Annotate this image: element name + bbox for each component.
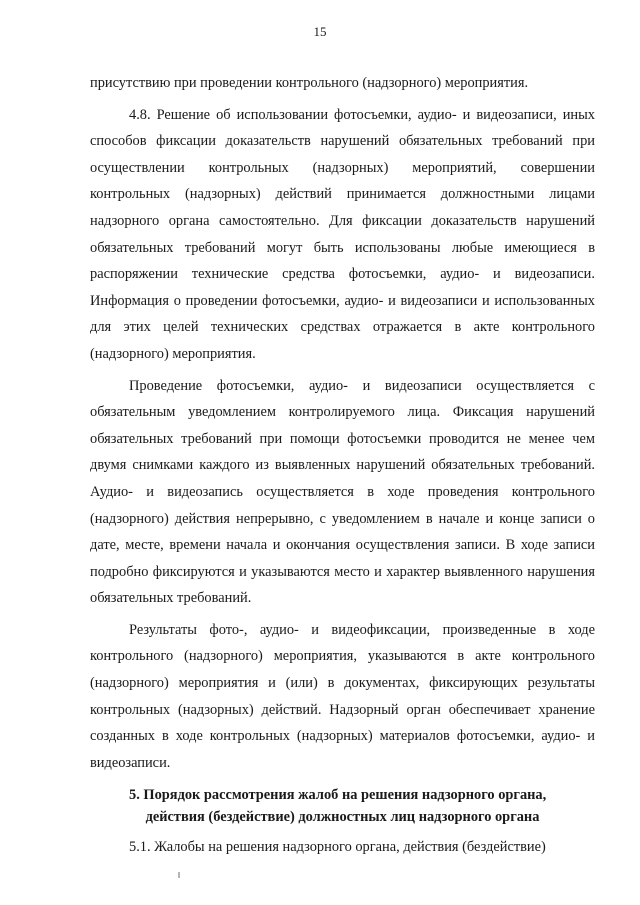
scan-mark: [178, 872, 180, 878]
paragraph-continuation: присутствию при проведении контрольного (надзорного) мероприятия.: [90, 75, 529, 91]
paragraph-results-storage: Результаты фото-, аудио- и видеофиксации, произведенные в ходе контрольного (надзорного) мероприятия, указываются в акте контрольного (надзорного) мероприятия и (или) в документах, фиксирующих результаты контрольных (надзорных) действий. Надзорный орган обеспечивает хранение созданных в ходе контрольных (надзорных) материалов фотосъемки, аудио- и видеозаписи.: [90, 621, 595, 771]
section-5-heading: [90, 784, 595, 828]
page-number: 15: [313, 24, 327, 39]
paragraph-5-1: 5.1. Жалобы на решения надзорного органа, действия (бездействие): [129, 839, 546, 856]
document-body: [90, 70, 595, 861]
section-heading-line-1: 5. Порядок рассмотрения жалоб на решения надзорного органа,: [129, 787, 547, 804]
paragraph-4-8: 4.8. Решение об использовании фотосъемки, аудио- и видеозаписи, иных способов фиксации доказательств нарушений обязательных требований при осуществлении контрольных (надзорных) мероприятий, совершении контрольных (надзорных) действий принимается должностными лицами надзорного органа самостоятельно. Для фиксации доказательств нарушений обязательных требований могут быть использованы любые имеющиеся в распоряжении технические средства фотосъемки, аудио- и видеозаписи. Информация о проведении фотосъемки, аудио- и видеозаписи и использованных для этих целей технических средствах отражается в акте контрольного (надзорного) мероприятия.: [90, 106, 595, 362]
section-heading-line-2: действия (бездействие) должностных лиц надзорного органа: [145, 809, 540, 826]
paragraph-photo-recording: Проведение фотосъемки, аудио- и видеозаписи осуществляется с обязательным уведомлением контролируемого лица. Фиксация нарушений обязательных требований при помощи фотосъемки проводится не менее чем двумя снимками каждого из выявленных нарушений обязательных требований. Аудио- и видеозапись осуществляется в ходе проведения контрольного (надзорного) действия непрерывно, с уведомлением в начале и конце записи о дате, месте, времени начала и окончания осуществления записи. В ходе записи подробно фиксируются и указываются место и характер выявленного нарушения обязательных требований.: [90, 377, 595, 607]
